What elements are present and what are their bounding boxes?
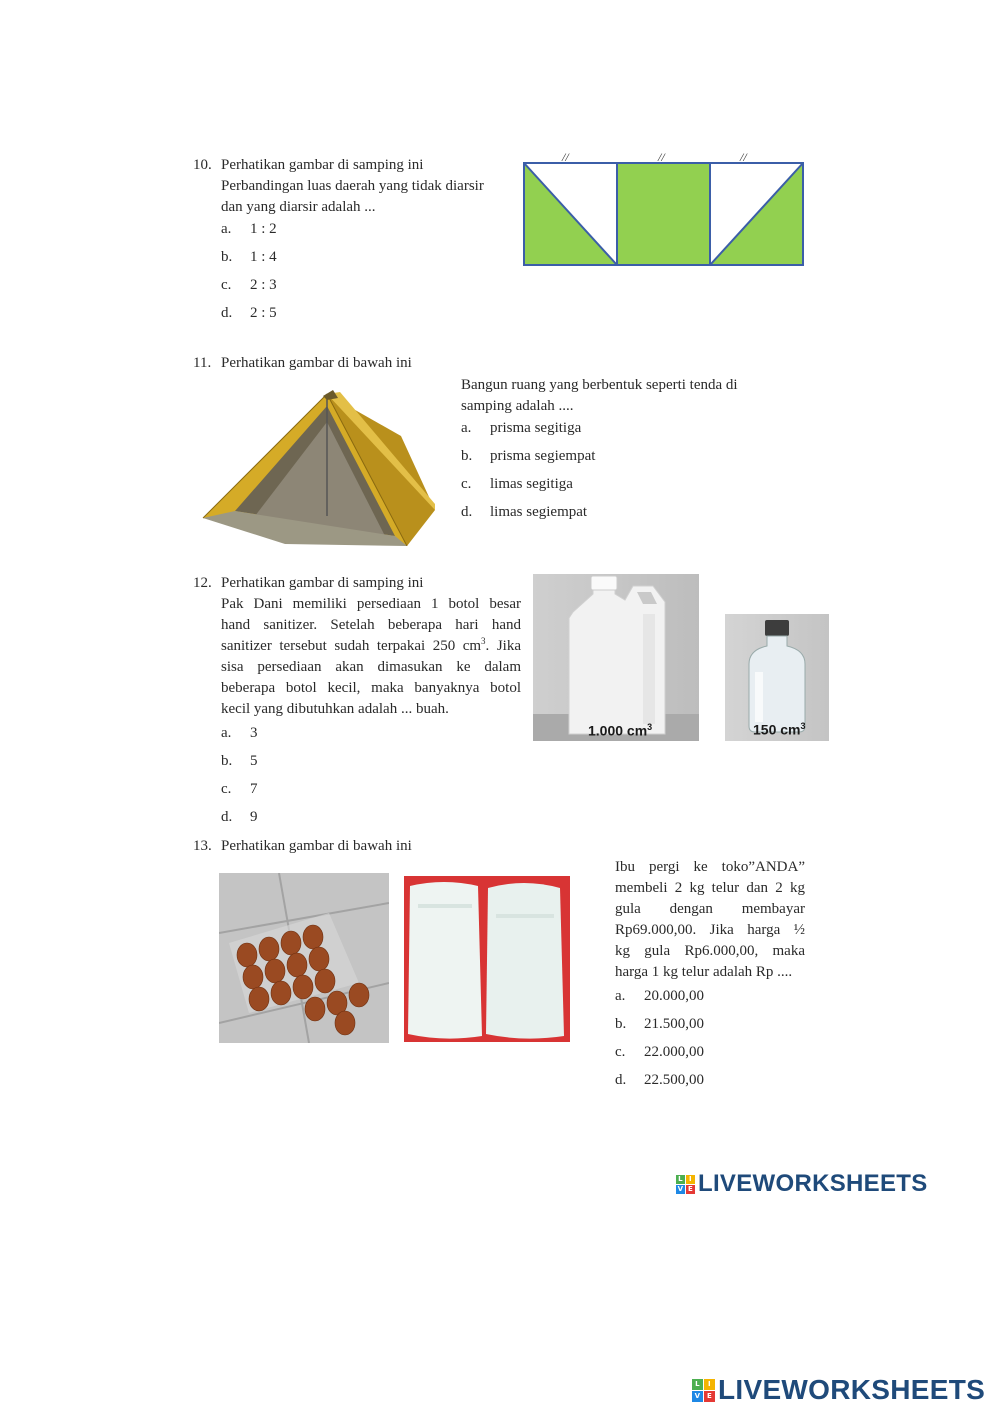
q12-text: [221, 594, 521, 720]
liveworksheets-wordmark: LIVEWORKSHEETS: [698, 1170, 928, 1197]
liveworksheets-logo-footer: [692, 1374, 985, 1406]
q13-line-6: harga 1 kg telur adalah Rp ....: [615, 964, 793, 980]
q12-line-3: sanitizer tersebut sudah terpakai 250 $cm^3$. Jika: [221, 636, 521, 654]
q10-text: [221, 155, 521, 218]
q12-line-2: hand sanitizer. Setelah beberapa hari hand: [221, 617, 521, 633]
q13-sugar-photo: [404, 876, 570, 1042]
q11-option-a[interactable]: a. prisma segitiga: [461, 420, 582, 436]
q10-line-3: dan yang diarsir adalah ...: [221, 199, 376, 215]
q13-intro: Perhatikan gambar di bawah ini: [221, 838, 412, 854]
q10-line-2: Perbandingan luas daerah yang tidak diarsir: [221, 178, 484, 194]
q13-option-b[interactable]: b. 21.500,00: [615, 1016, 704, 1032]
q12-line-5: beberapa botol kecil, maka banyaknya botol: [221, 680, 521, 696]
q13-option-d[interactable]: d. 22.500,00: [615, 1072, 704, 1088]
q13-line-4: Rp69.000,00. Jika harga ½: [615, 922, 805, 938]
q13-line-5: kg gula Rp6.000,00, maka: [615, 943, 805, 959]
q10-option-b[interactable]: b. 1 : 4: [221, 249, 277, 265]
q10-tick-1: //: [562, 150, 569, 164]
q12-options: [221, 723, 258, 835]
q13-options: [615, 986, 704, 1098]
q10-tick-2: //: [658, 150, 665, 164]
q11-number: 11.: [193, 355, 212, 371]
q13-number: 13.: [193, 838, 212, 854]
liveworksheets-icon: L I V E: [677, 1174, 694, 1193]
q11-options: [461, 418, 595, 530]
liveworksheets-footer-wordmark: LIVEWORKSHEETS: [718, 1374, 986, 1405]
q13-eggs-photo: [219, 873, 389, 1043]
q12-line-1: Pak Dani memiliki persediaan 1 botol besar: [221, 596, 521, 612]
liveworksheets-footer-icon: L I V E: [692, 1379, 715, 1402]
q11-intro: Perhatikan gambar di bawah ini: [221, 355, 412, 371]
q12-big-bottle-label: 1.000 $cm^3$: [588, 722, 653, 739]
q13-option-c[interactable]: c. 22.000,00: [615, 1044, 704, 1060]
q12-line-4: sisa persediaan akan dimasukan ke dalam: [221, 659, 521, 675]
q11-line-2: samping adalah ....: [461, 398, 574, 414]
q11-text: [461, 375, 781, 417]
q13-line-3: gula dengan membayar: [615, 901, 805, 917]
q10-middle-square: [617, 163, 710, 265]
q13-line-1: Ibu pergi ke toko”ANDA”: [615, 859, 805, 875]
sugar-bag-right: [486, 883, 564, 1039]
q11-tent-image: [195, 386, 440, 546]
q10-option-d[interactable]: d. 2 : 5: [221, 305, 277, 321]
q10-line-1: Perhatikan gambar di samping ini: [221, 157, 424, 173]
q13-line-2: membeli 2 kg telur dan 2 kg: [615, 880, 805, 896]
q13-option-a[interactable]: a. 20.000,00: [615, 988, 704, 1004]
q10-shaded-squares-figure: [520, 150, 810, 272]
liveworksheets-logo-inline: [676, 1170, 928, 1198]
q12-line-6: kecil yang dibutuhkan adalah ... buah.: [221, 701, 449, 717]
q11-option-d[interactable]: d. limas segiempat: [461, 504, 588, 520]
bottle-cap: [765, 620, 789, 636]
q12-option-b[interactable]: b. 5: [221, 753, 258, 769]
q11-option-c[interactable]: c. limas segitiga: [461, 476, 573, 492]
q10-option-c[interactable]: c. 2 : 3: [221, 277, 277, 293]
q11-option-b[interactable]: b. prisma segiempat: [461, 448, 596, 464]
q10-number: 10.: [193, 157, 212, 173]
q12-option-d[interactable]: d. 9: [221, 809, 258, 825]
q12-intro: Perhatikan gambar di samping ini: [221, 575, 424, 591]
q12-number: 12.: [193, 575, 212, 591]
q11-line-1: Bangun ruang yang berbentuk seperti tenda di: [461, 377, 738, 393]
q10-option-a[interactable]: a. 1 : 2: [221, 221, 277, 237]
q10-tick-3: //: [740, 150, 747, 164]
q13-text: [615, 857, 805, 983]
q10-options: [221, 219, 277, 331]
q12-small-bottle-label: 150 $cm^3$: [753, 721, 806, 738]
q12-small-bottle-photo: [725, 614, 829, 741]
q12-big-bottle-photo: [533, 574, 699, 741]
q12-option-a[interactable]: a. 3: [221, 725, 258, 741]
q12-option-c[interactable]: c. 7: [221, 781, 258, 797]
